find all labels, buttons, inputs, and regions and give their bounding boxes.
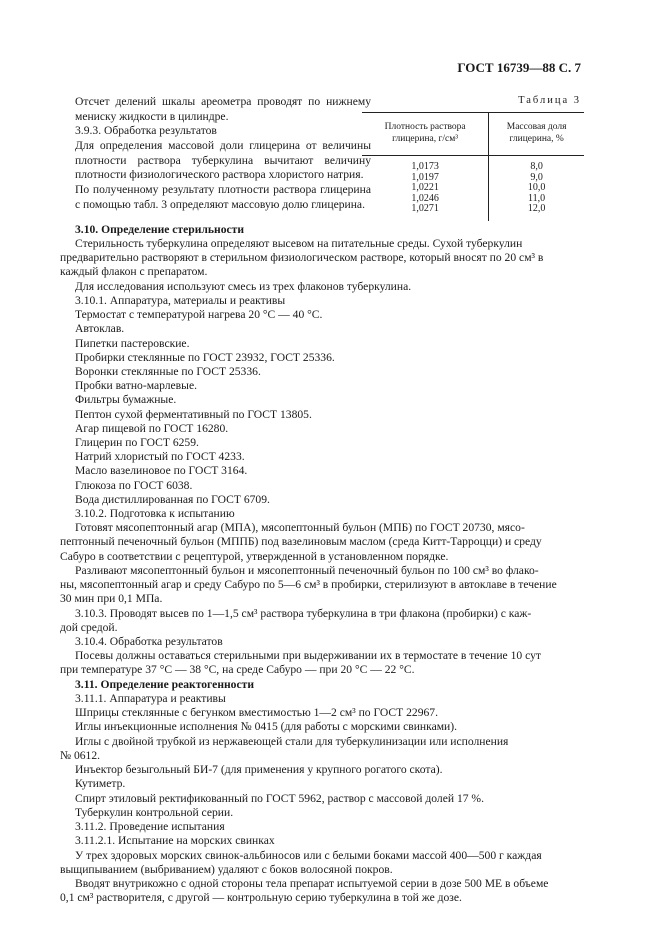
text-line: выщипыванием (выбриванием) удаляют с боков волосяной покров. xyxy=(60,863,393,876)
text-line: Воронки стеклянные по ГОСТ 25336. xyxy=(75,365,261,378)
text-line: при температуре 37 °С — 38 °С, на среде Сабуро — при 20 °С — 22 °С. xyxy=(60,663,415,676)
table-header-fraction: Массовая доля глицерина, % xyxy=(489,113,584,156)
text-line: Разливают мясопептонный бульон и мясопептонный печеночный бульон по 100 см³ во флако- xyxy=(75,564,539,577)
table-caption: Таблица 3 xyxy=(518,95,581,106)
heading-3-10-1: 3.10.1. Аппаратура, материалы и реактивы xyxy=(75,294,286,307)
text-line: Глюкоза по ГОСТ 6038. xyxy=(75,479,193,492)
text-line: 30 мин при 0,1 МПа. xyxy=(60,592,163,605)
text-line: Масло вазелиновое по ГОСТ 3164. xyxy=(75,464,248,477)
text-line: Вода дистиллированная по ГОСТ 6709. xyxy=(75,493,270,506)
text-line: дой средой. xyxy=(60,621,118,634)
heading-3-10: 3.10. Определение стерильности xyxy=(75,223,245,236)
table-row: 1,0271 12,0 xyxy=(362,204,584,221)
table-header-row xyxy=(362,113,584,156)
text-line: Иглы инъекционные исполнения № 0415 (для работы с морскими свинками). xyxy=(75,720,458,733)
text-line: пептонный печеночный бульон (МППБ) под вазелиновым маслом (среда Китт-Тарроцци) и среду xyxy=(60,535,542,548)
table-3 xyxy=(362,112,584,221)
text-line: Готовят мясопептонный агар (МПА), мясопептонный бульон (МПБ) по ГОСТ 20730, мясо- xyxy=(75,521,525,534)
heading-3-10-2: 3.10.2. Подготовка к испытанию xyxy=(75,507,235,520)
text-line: Кутиметр. xyxy=(75,777,126,790)
text-line: Термостат с температурой нагрева 20 °С — 40 °С. xyxy=(75,308,323,321)
text-line: Пробки ватно-марлевые. xyxy=(75,379,197,392)
text-line: каждый флакон с препаратом. xyxy=(60,265,208,278)
text-line: предварительно растворяют в стерильном физиологическом растворе, который вносят по 20 см³ в xyxy=(60,251,544,264)
paragraph-glycerin-calc: Для определения массовой доли глицерина от величины плотности раствора туберкулина вычитают величину плотности физиологического раствора хлористого натрия. xyxy=(75,139,371,181)
page-header: ГОСТ 16739—88 С. 7 xyxy=(457,60,581,75)
text-line: Спирт этиловый ректификованный по ГОСТ 5962, раствор с массовой долей 17 %. xyxy=(75,792,484,805)
text-line: Для исследования используют смесь из трех флаконов туберкулина. xyxy=(75,280,412,293)
text-line: Сабуро в соответствии с рецептурой, утвержденной в установленном порядке. xyxy=(60,550,449,563)
text-line: ны, мясопептонный агар и среду Сабуро по 5—6 см³ в пробирки, стерилизуют в автоклаве в течение xyxy=(60,578,557,591)
paragraph-table-lookup: По полученному результату плотности раствора глицерина с помощью табл. 3 определяют массовую долю глицерина. xyxy=(75,183,371,211)
heading-3-11-2: 3.11.2. Проведение испытания xyxy=(75,820,225,833)
table-row: 1,0197 9,0 xyxy=(362,173,584,184)
heading-3-11-2-1: 3.11.2.1. Испытание на морских свинках xyxy=(75,834,275,847)
text-line: 3.10.3. Проводят высев по 1—1,5 см³ раствора туберкулина в три флакона (пробирки) с каж- xyxy=(75,607,532,620)
text-line: № 0612. xyxy=(60,749,101,762)
text-line: Пробирки стеклянные по ГОСТ 23932, ГОСТ 25336. xyxy=(75,351,335,364)
table-row: 1,0246 11,0 xyxy=(362,194,584,205)
text-line: Пептон сухой ферментативный по ГОСТ 13805. xyxy=(75,408,312,421)
text-line: Автоклав. xyxy=(75,322,125,335)
text-line: Вводят внутрикожно с одной стороны тела препарат испытуемой серии в дозе 500 МЕ в объеме xyxy=(75,877,549,890)
heading-3-11-1: 3.11.1. Аппаратура и реактивы xyxy=(75,692,226,705)
text-line: Глицерин по ГОСТ 6259. xyxy=(75,436,199,449)
text-line: Пипетки пастеровские. xyxy=(75,337,190,350)
text-line: Натрий хлористый по ГОСТ 4233. xyxy=(75,450,245,463)
text-line: Инъектор безыгольный БИ-7 (для применения у крупного рогатого скота). xyxy=(75,763,443,776)
text-line: 0,1 см³ растворителя, с другой — контрольную серию туберкулина в той же дозе. xyxy=(60,891,462,904)
text-line: Шприцы стеклянные с бегунком вместимостью 1—2 см³ по ГОСТ 22967. xyxy=(75,706,439,719)
table-row: 1,0173 8,0 xyxy=(362,156,584,173)
table-header-density: Плотность раствора глицерина, г/см³ xyxy=(362,113,489,156)
table-row: 1,0221 10,0 xyxy=(362,183,584,194)
text-line: У трех здоровых морских свинок-альбиносов или с белыми боками массой 400—500 г каждая xyxy=(75,849,542,862)
heading-3-10-4: 3.10.4. Обработка результатов xyxy=(75,635,223,648)
text-line: Фильтры бумажные. xyxy=(75,393,177,406)
heading-3-9-3: 3.9.3. Обработка результатов xyxy=(75,124,217,137)
text-line: Посевы должны оставаться стерильными при выдерживании их в термостате в течение 10 сут xyxy=(75,649,541,662)
paragraph-hydrometer: Отсчет делений шкалы ареометра проводят по нижнему мениску жидкости в цилиндре. xyxy=(75,95,371,123)
text-line: Агар пищевой по ГОСТ 16280. xyxy=(75,422,229,435)
text-line: Туберкулин контрольной серии. xyxy=(75,806,234,819)
text-line: Стерильность туберкулина определяют высевом на питательные среды. Сухой туберкулин xyxy=(75,237,523,250)
heading-3-11: 3.11. Определение реактогенности xyxy=(75,678,254,691)
text-line: Иглы с двойной трубкой из нержавеющей стали для туберкулинизации или исполнения xyxy=(75,735,509,748)
